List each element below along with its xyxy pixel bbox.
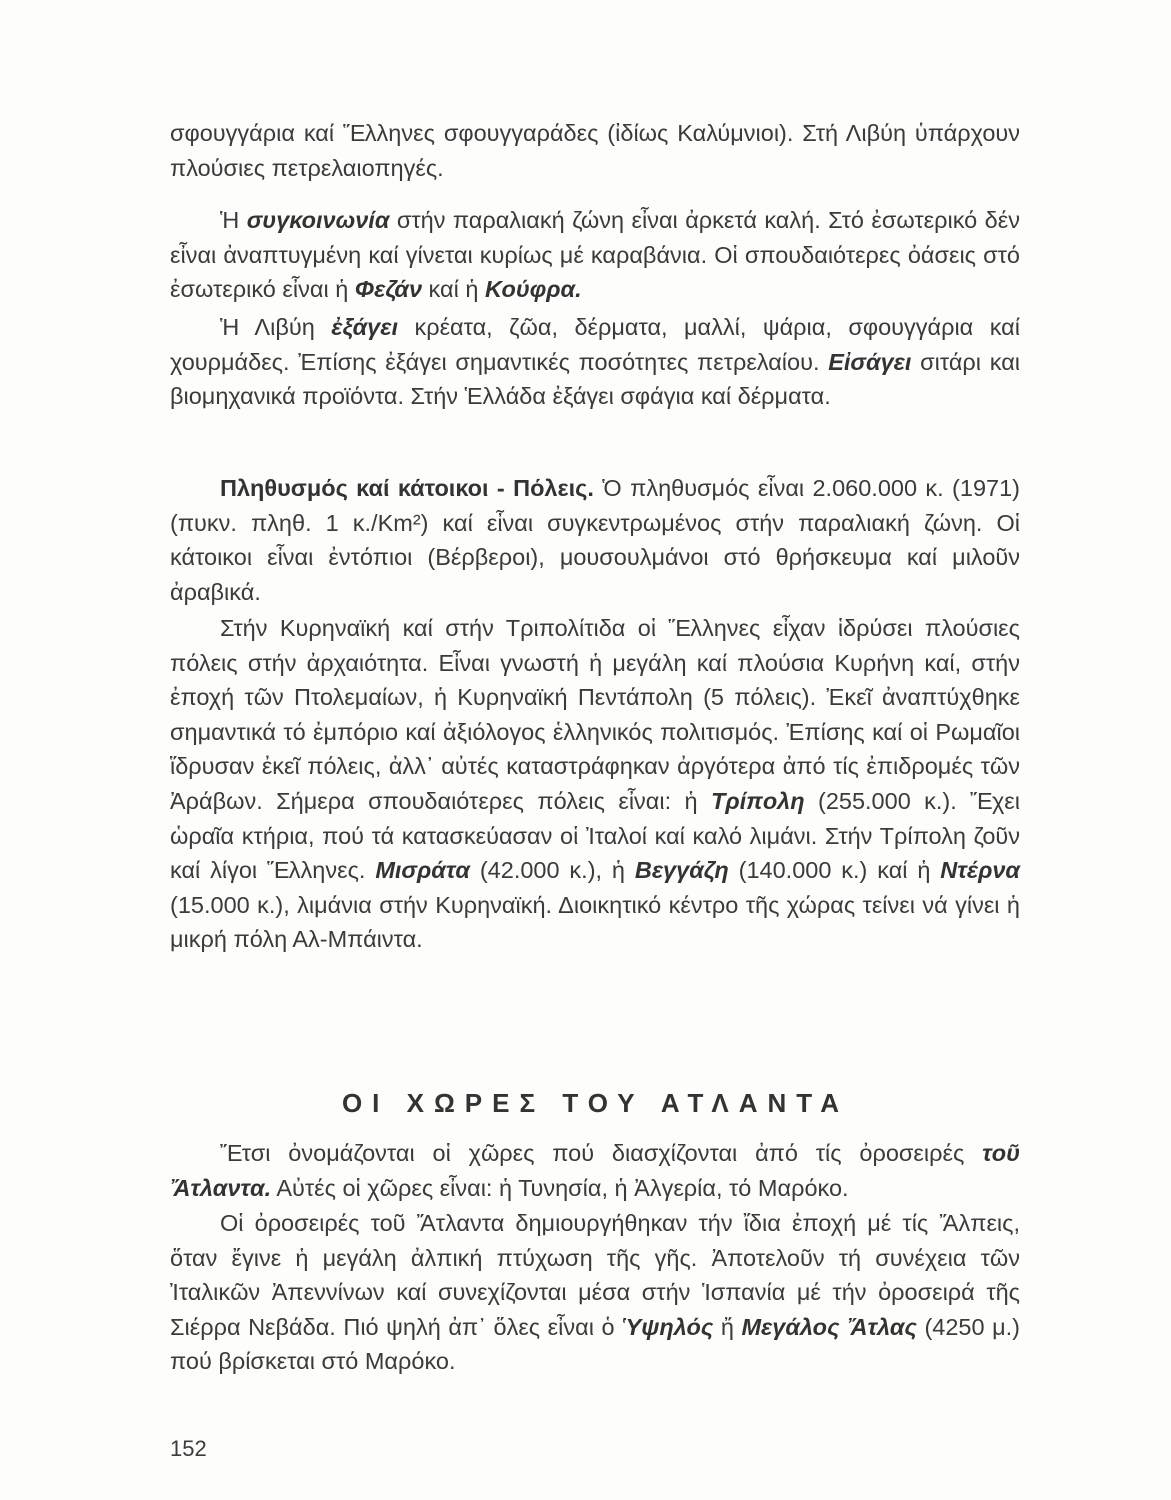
- paragraph-atlas-countries: [170, 1136, 1020, 1205]
- term-imports: Εἰσάγει: [828, 348, 912, 375]
- text-run: σιτάρι και βιομηχανικά προϊόντα. Στήν Ἑλλάδα ἐξάγει σφάγια καί δέρματα.: [170, 348, 1020, 410]
- subheading-population: Πληθυσμός καί κάτοικοι - Πόλεις.: [220, 475, 594, 501]
- text-run: καί ἡ: [422, 276, 485, 303]
- paragraph-exports: [170, 310, 1020, 414]
- term-communication: συγκοινωνία: [246, 207, 390, 233]
- text-run: Ἔτσι ὀνομάζονται οἱ χῶρες πού διασχίζονται ἀπό τίς ὀροσειρές: [220, 1140, 983, 1166]
- page-number: 152: [170, 1436, 207, 1461]
- text-run: Ὁ πληθυσμός εἶναι 2.060.000 κ. (1971) (πυκν. πληθ. 1 κ./Km²) καί εἶναι συγκεντρωμένος στήν παραλιακή ζώνη. Οἱ κάτοικοι εἶναι ἐντόπιοι (Βέρβεροι), μουσουλμάνοι στό θρήσκευμα καί μιλοῦν ἀραβικά.: [170, 475, 1020, 605]
- paragraph-kyrenaica: [170, 611, 1020, 957]
- term-great-atlas: Μεγάλος Ἄτλας: [741, 1313, 917, 1340]
- term-exports: ἐξάγει: [331, 314, 398, 340]
- term-misrata: Μισράτα: [375, 857, 470, 884]
- term-tripoli: Τρίπολη: [710, 787, 805, 814]
- text-run: στήν παραλιακή ζώνη εἶναι ἀρκετά καλή. Στό ἐσωτερικό δέν εἶναι ἀναπτυγμένη καί γίνεται κυρίως μέ καραβάνια. Οἱ σπουδαιότερες ὀάσεις στό ἐσωτερικό εἶναι ἡ: [170, 207, 1020, 303]
- text-run: Ἡ Λιβύη: [220, 314, 332, 340]
- paragraph-text: σφουγγάρια καί Ἕλληνες σφουγγαράδες (ἰδίως Καλύμνιοι). Στή Λιβύη ὑπάρχουν πλούσιες πετρελαιοπηγές.: [170, 120, 1020, 181]
- term-derna: Ντέρνα: [940, 857, 1020, 884]
- paragraph-population: [170, 471, 1020, 609]
- text-run: (255.000 κ.). Ἔχει ὡραῖα κτήρια, πού τά κατασκεύασαν οἱ Ἰταλοί καί καλό λιμάνι. Στήν Τρίπολη ζοῦν καί λίγοι Ἕλληνες.: [170, 787, 1021, 884]
- term-benghazi: Βεγγάζη: [634, 857, 729, 884]
- term-atlas: τοῦ Ἄτλαντα.: [170, 1140, 1020, 1201]
- text-run: Οἱ ὀροσειρές τοῦ Ἄτλαντα δημιουργήθηκαν τήν ἴδια ἐποχή μέ τίς Ἄλπεις, ὅταν ἔγινε ἡ μεγάλη ἀλπική πτύχωση τῆς γῆς. Ἀποτελοῦν τή συνέχεια τῶν Ἰταλικῶν Ἀπεννίνων καί συνεχίζονται μέσα στήν Ἱσπανία μέ τήν ὀροσειρά τῆς Σιέρρα Νεβάδα. Πιό ψηλή ἀπ᾽ ὅλες εἶναι ὁ: [170, 1210, 1020, 1340]
- text-run: Στήν Κυρηναϊκή καί στήν Τριπολίτιδα οἱ Ἕλληνες εἶχαν ἱδρύσει πλούσιες πόλεις στήν ἀρχαιότητα. Εἶναι γνωστή ἡ μεγάλη καί πλούσια Κυρήνη καί, στήν ἐποχή τῶν Πτολεμαίων, ἡ Κυρηναϊκή Πεντάπολη (5 πόλεις). Ἐκεῖ ἀναπτύχθηκε σημαντικά τό ἐμπόριο καί ἀξιόλογος ἑλληνικός πολιτισμός. Ἐπίσης καί οἱ Ρωμαῖοι ἵδρυσαν ἐκεῖ πόλεις, ἀλλ᾽ αὐτές καταστράφηκαν ἀργότερα ἀπό τίς ἐπιδρομές τῶν Ἀράβων. Σήμερα σπουδαιότερες πόλεις εἶναι: ἡ: [170, 615, 1020, 814]
- section-heading-atlas: ΟΙ ΧΩΡΕΣ ΤΟΥ ΑΤΛΑΝΤΑ: [341, 1087, 850, 1118]
- term-fezzan: Φεζάν: [354, 276, 423, 303]
- paragraph-sponge-oil: [170, 116, 1020, 185]
- term-kufra: Κούφρα.: [484, 276, 582, 303]
- paragraph-atlas-mountains: [170, 1206, 1020, 1379]
- text-run: (4250 μ.) πού βρίσκεται στό Μαρόκο.: [170, 1313, 1020, 1375]
- text-run: Ἡ: [220, 207, 247, 233]
- text-run: (15.000 κ.), λιμάνια στήν Κυρηναϊκή. Διοικητικό κέντρο τῆς χώρας τείνει νά γίνει ἡ μικρή πόλη Αλ-Μπάιντα.: [170, 891, 1020, 953]
- paragraph-communication: [170, 203, 1020, 307]
- text-run: (42.000 κ.), ἡ: [470, 857, 635, 884]
- term-high-atlas: Ὑψηλός: [622, 1313, 714, 1340]
- text-run: (140.000 κ.) καί ἡ: [728, 857, 941, 884]
- text-run: Αὐτές οἱ χῶρες εἶναι: ἡ Τυνησία, ἡ Ἀλγερία, τό Μαρόκο.: [271, 1174, 849, 1201]
- text-run: ἤ: [713, 1313, 742, 1340]
- text-run: κρέατα, ζῶα, δέρματα, μαλλί, ψάρια, σφουγγάρια καί χουρμάδες. Ἐπίσης ἐξάγει σημαντικές ποσότητες πετρελαίου.: [170, 314, 1020, 375]
